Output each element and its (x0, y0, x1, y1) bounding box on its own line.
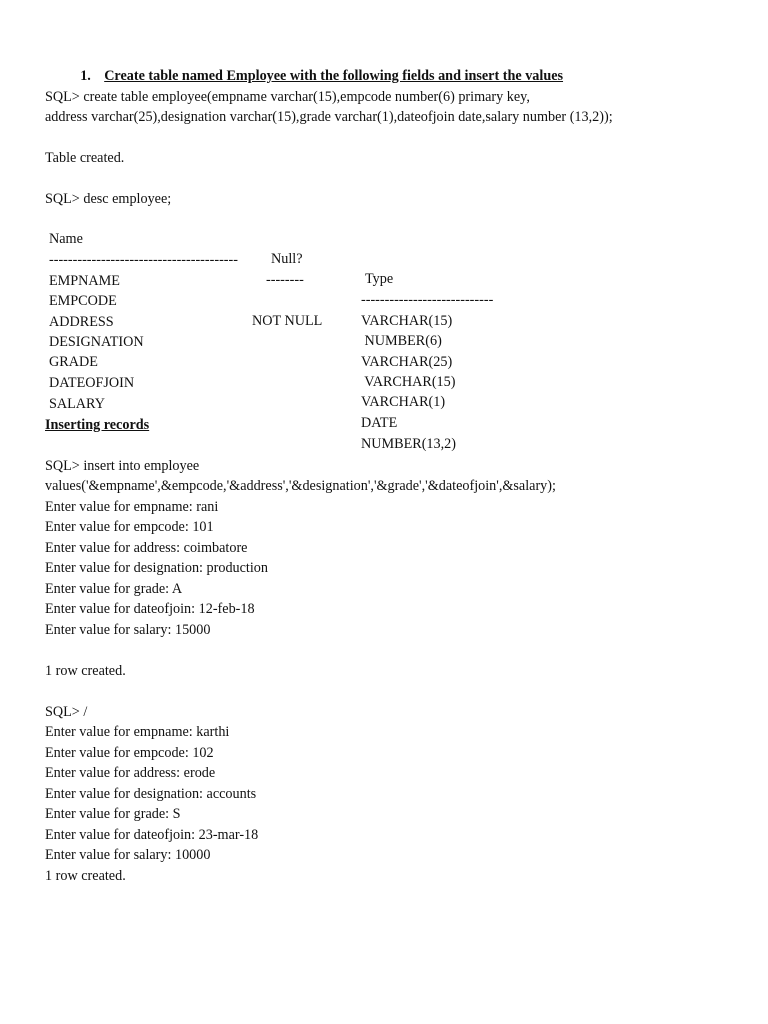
desc-row-name: DESIGNATION (49, 334, 144, 350)
prompt-line: Enter value for salary: 15000 (45, 622, 211, 638)
desc-row-type: NUMBER(6) (361, 333, 442, 349)
desc-row-null: NOT NULL (252, 313, 323, 329)
prompt-line: Enter value for designation: production (45, 560, 268, 576)
prompt-line: Enter value for dateofjoin: 12-feb-18 (45, 601, 255, 617)
insert-result-1: 1 row created. (45, 663, 126, 679)
desc-header-type: Type (365, 271, 394, 287)
desc-header-null: Null? (271, 251, 303, 267)
insert-result-2: 1 row created. (45, 868, 126, 884)
desc-row-type: VARCHAR(15) (361, 313, 453, 329)
desc-header-name: Name (49, 231, 83, 247)
insert-command-line-2: values('&empname',&empcode,'&address','&designation','&grade','&dateofjoin',&salary); (45, 478, 556, 494)
prompt-line: Enter value for empname: karthi (45, 724, 230, 740)
desc-command: SQL> desc employee; (45, 191, 172, 207)
prompt-line: Enter value for dateofjoin: 23-mar-18 (45, 827, 259, 843)
prompt-line: Enter value for salary: 10000 (45, 847, 211, 863)
prompt-line: Enter value for empcode: 101 (45, 519, 214, 535)
desc-row-type: NUMBER(13,2) (361, 436, 456, 452)
prompt-line: Enter value for address: coimbatore (45, 540, 248, 556)
create-result: Table created. (45, 150, 125, 166)
prompt-line: Enter value for address: erode (45, 765, 216, 781)
repeat-command: SQL> / (45, 704, 88, 720)
desc-row-type: VARCHAR(1) (361, 394, 446, 410)
desc-row-name: DATEOFJOIN (49, 375, 135, 391)
prompt-line: Enter value for designation: accounts (45, 786, 257, 802)
prompt-line: Enter value for grade: A (45, 581, 183, 597)
desc-row-name: SALARY (49, 396, 105, 412)
desc-dash-name: ---------------------------------------- (49, 252, 238, 268)
heading-text: Create table named Employee with the following fields and insert the values (104, 68, 564, 84)
heading-number: 1. (80, 68, 91, 84)
desc-dash-type: ---------------------------- (361, 292, 494, 308)
desc-row-name: EMPCODE (49, 293, 117, 309)
inserting-records-title: Inserting records (45, 417, 150, 433)
desc-row-type: VARCHAR(25) (361, 354, 453, 370)
desc-row-type: VARCHAR(15) (361, 374, 456, 390)
create-command-line-2: address varchar(25),designation varchar(15),grade varchar(1),dateofjoin date,salary number (13,2)); (45, 109, 613, 125)
desc-row-name: ADDRESS (49, 314, 114, 330)
create-command-line-1: SQL> create table employee(empname varchar(15),empcode number(6) primary key, (45, 89, 530, 105)
prompt-line: Enter value for grade: S (45, 806, 181, 822)
prompt-line: Enter value for empname: rani (45, 499, 219, 515)
desc-row-name: GRADE (49, 354, 98, 370)
desc-row-type: DATE (361, 415, 398, 431)
desc-row-name: EMPNAME (49, 273, 120, 289)
insert-command-line-1: SQL> insert into employee (45, 458, 200, 474)
prompt-line: Enter value for empcode: 102 (45, 745, 214, 761)
desc-dash-null: -------- (266, 272, 304, 288)
